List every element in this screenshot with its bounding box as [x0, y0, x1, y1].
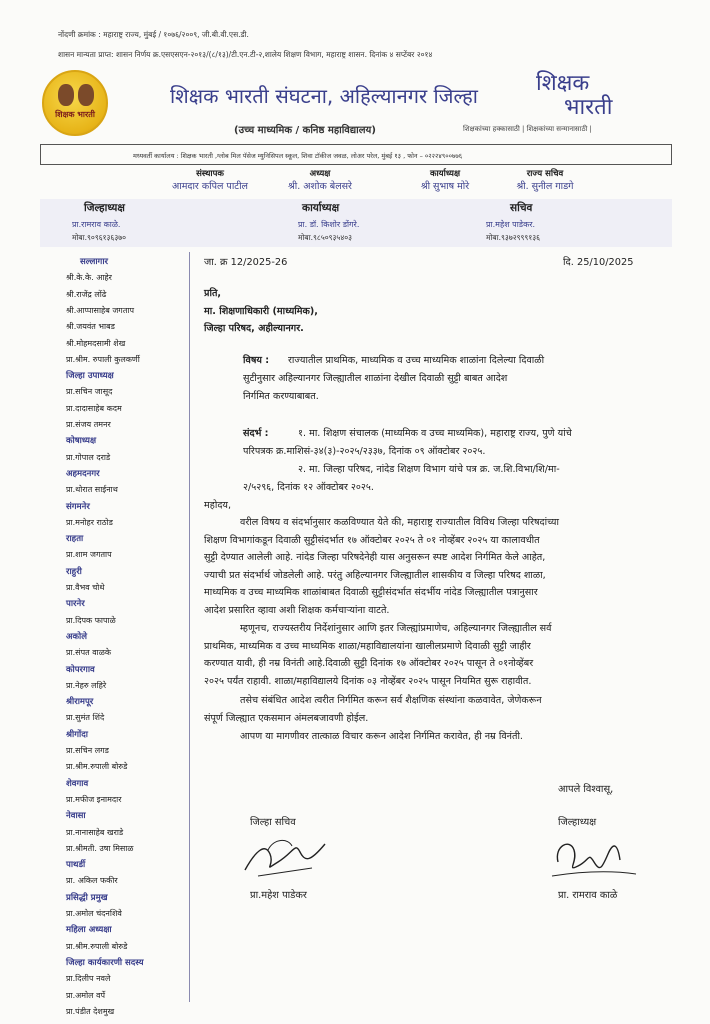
sidebar-heading: अकोले	[66, 631, 87, 642]
paragraph-line: प्राथमिक, माध्यमिक व उच्च माध्यमिक शाळा/महाविद्यालयांना खालीलप्रमाणे दिवाळी सुट्टी जाहीर	[204, 640, 531, 652]
sidebar-member: प्रा.थोरात साईनाथ	[66, 485, 118, 495]
subject-line: सुटीनुसार अहिल्यानगर जिल्ह्यातील शाळांना देखील दिवाळी सुट्टी बाबत आदेश	[243, 373, 508, 384]
sidebar-heading: जिल्हा उपाध्यक्ष	[66, 371, 114, 382]
logo-face-left	[58, 84, 74, 106]
sidebar-heading: पारनेर	[66, 599, 85, 610]
paragraph-line: २०२५ पर्यंत राहावी. शाळा/महाविद्यालये दिनांक ०३ नोव्हेंबर २०२५ पासून नियमित सुरू राहावीत.	[204, 675, 532, 687]
subject-line: राज्यातील प्राथमिक, माध्यमिक व उच्च माध्यमिक शाळांना दिलेल्या दिवाळी	[288, 355, 545, 366]
sidebar-member: प्रा.नानासाहेब खराडे	[66, 827, 124, 837]
organization-subtitle: (उच्च माध्यमिक / कनिष्ठ महाविद्यालय)	[234, 125, 376, 136]
sidebar-member: प्रा.अमोल चंदनशिवे	[66, 909, 122, 918]
sidebar-member: प्रा.दादासाहेब कदम	[66, 403, 122, 413]
brand-line-2: भारती	[564, 95, 613, 120]
sidebar-member: प्रा.श्रीम.रुपाली बोरुडे	[66, 941, 128, 951]
recipient-line: प्रति,	[204, 288, 222, 299]
officer-role: राज्य सचिव	[526, 169, 564, 179]
paragraph-3	[204, 692, 674, 727]
sidebar-heading: कोषाध्यक्ष	[66, 436, 97, 447]
registration-line-2: शासन मान्यता प्राप्त: शासन निर्णय क्र.एसएसएन-२०१३/(८/१३)/टी.एन.टी-२,शालेय शिक्षण विभाग, महाराष्ट्र शासन. दिनांक ४ सप्टेंबर २०१४	[58, 50, 433, 59]
district-officers-strip	[40, 199, 672, 247]
salutation: महोदय,	[204, 500, 232, 511]
sidebar-member: प्रा.वैभव चोथे	[66, 583, 105, 592]
officer-name: आमदार कपिल पाटील	[172, 181, 248, 192]
sidebar-member: प्रा.मफीज इनामदार	[66, 794, 122, 804]
logo-text: शिक्षक भारती	[55, 110, 95, 119]
officer-role: अध्यक्ष	[309, 169, 331, 179]
reference-2-cont: २/५२९६, दिनांक १२ ऑक्टोबर २०२५.	[243, 482, 374, 493]
paragraph-line: शिक्षण विभागांकडून दिवाळी सुट्टीसंदर्भात १७ ऑक्टोबर २०२५ ते ०१ नोव्हेंबर २०२५ या कालावधीत	[204, 534, 540, 546]
sidebar-heading: अहमदनगर	[66, 468, 100, 479]
sidebar-heading: प्रसिद्धी प्रमुख	[66, 892, 108, 903]
paragraph-line: तसेच संबंधित आदेश त्वरीत निर्गमित करून सर्व शैक्षणिक संस्थांना कळवावेत, जेणेकरून	[240, 695, 542, 706]
sidebar-heading: राहुरी	[66, 566, 82, 577]
reference-1: १. मा. शिक्षण संचालक (माध्यमिक व उच्च माध्यमिक), महाराष्ट्र राज्य, पुणे यांचे	[298, 428, 572, 439]
paragraph-line: वरील विषय व संदर्भानुसार कळविण्यात येते की, महाराष्ट्र राज्यातील विविध जिल्हा परिषदांच्या	[240, 517, 559, 528]
sidebar-member: प्रा.पंडीत देशमुख	[66, 1006, 115, 1016]
officer-president	[260, 168, 380, 192]
signatory-left-name: प्रा.महेश पाडेकर	[250, 890, 307, 901]
sidebar-member: प्रा.शाम जगताप	[66, 550, 112, 560]
organization-title: शिक्षक भारती संघटना, अहिल्यानगर जिल्हा	[170, 84, 478, 108]
district-name: प्रा.रामराव काळे.	[72, 220, 121, 229]
recipient-line: जिल्हा परिषद, अहील्यानगर.	[204, 323, 304, 334]
closing: आपले विश्वासू,	[558, 784, 614, 795]
sidebar-heading: श्रीरामपूर	[66, 697, 94, 708]
sidebar-member: प्रा.श्रीम.रुपाली बोरुडे	[66, 762, 128, 772]
sidebar-heading: नेवासा	[66, 811, 86, 822]
sidebar-member: प्रा.दिलीप नवले	[66, 974, 111, 984]
sidebar-member: प्रा.अमोल वर्पे	[66, 990, 106, 1000]
signatory-right-name: प्रा. रामराव काळे	[558, 890, 618, 901]
officer-name: श्री. सुनील गाडगे	[516, 181, 574, 192]
sidebar-heading: संगमनेर	[66, 501, 90, 512]
advisors-sidebar	[40, 252, 190, 1016]
district-phone: मोबा.९८५०९३५४०३	[298, 233, 353, 242]
sidebar-member: श्री.मोहमदसामी शेख	[66, 338, 126, 348]
signatory-left-role: जिल्हा सचिव	[250, 817, 296, 828]
district-phone: मोबा.९०९६१३६३७०	[72, 233, 127, 242]
sidebar-member: प्रा.सचिन लगड	[66, 746, 109, 755]
sidebar-heading: सल्लागार	[80, 257, 109, 267]
paragraph-line: ज्याची प्रत संदर्भार्थ जोडलेली आहे. परंतु अहिल्यानगर जिल्ह्यातील शासकीय व जिल्हा परिषद शाळा,	[204, 569, 546, 581]
sidebar-member: श्री.राजेंद्र लोंढे	[66, 289, 107, 299]
officer-name: श्री. अशोक बेलसरे	[288, 181, 352, 192]
paragraph-line: करण्यात यावी, ही नम्र विनंती आहे.दिवाळी सुट्टी दिनांक १७ ऑक्टोबर २०२५ पासून ते ०१नोव्हेंबर	[204, 658, 534, 669]
sidebar-heading: श्रीगोंदा	[66, 729, 88, 740]
district-role: जिल्हाध्यक्ष	[84, 202, 125, 214]
paragraph-line: संपूर्ण जिल्ह्यात एकसमान अंमलबजावणी होईल.	[204, 712, 369, 724]
sidebar-heading: शेवगाव	[66, 778, 89, 789]
paragraph-4: आपण या मागणीवर तात्काळ विचार करून आदेश निर्गमित करावेत, ही नम्र विनंती.	[240, 731, 523, 742]
sidebar-member: प्रा.संजय तमनर	[66, 420, 111, 429]
signature-right	[548, 832, 638, 882]
sidebar-member: प्रा.मनोहर राठोड	[66, 517, 113, 527]
sidebar-member: श्री.के.के. आहेर	[66, 273, 112, 283]
letter-reference-number: जा. क्र 12/2025-26	[204, 257, 288, 268]
reference-label: संदर्भ :	[243, 428, 269, 439]
paragraph-line: म्हणूनच, राज्यस्तरीय निर्देशांनुसार आणि इतर जिल्ह्यांप्रमाणेच, अहिल्यानगर जिल्ह्यातील सर्व	[240, 623, 552, 634]
sidebar-member: प्रा.संपत वाळके	[66, 648, 111, 658]
officer-founder	[150, 168, 270, 192]
sidebar-member: प्रा.सुमंत शिंदे	[66, 713, 105, 723]
paragraph-2	[204, 620, 674, 690]
sidebar-member: प्रा.दिपक फापाळे	[66, 615, 116, 625]
signatory-right-role: जिल्हाध्यक्ष	[558, 817, 597, 828]
sidebar-member: श्री.जयवंत भाबड	[66, 322, 115, 332]
paragraph-line: सुट्टी देण्यात आलेली आहे. नांदेड जिल्हा परिषदेनेही यास अनुसरून स्पष्ट आदेश निर्गमित केले आहेत,	[204, 552, 546, 563]
district-role: सचिव	[510, 202, 533, 214]
registration-line-1: नोंदणी क्रमांक : महाराष्ट्र राज्य, मुंबई / १०७६/२००९, जी.बी.वी.एस.डी.	[58, 30, 249, 39]
sidebar-member: प्रा.गोपाल दराडे	[66, 452, 111, 462]
sidebar-member: प्रा.श्रीमती. उषा मिसाळ	[66, 843, 134, 853]
brand-line-1: शिक्षक	[536, 71, 590, 96]
district-role: कार्याध्यक्ष	[302, 202, 340, 214]
office-address: मध्यवर्ती कार्यालय : शिक्षक भारती ,ग्लोब मिल पॅसेज म्युनिसिपल स्कूल, शिवा टॉकीज जवळ, लोअर परेल, मुंबई १३ , फोन – ०२२२४९००७७६	[40, 144, 672, 165]
reference-1-cont: परिपत्रक क्र.माशिसं-३४(३)-२०२५/२३३७, दिनांक ०९ ऑक्टोबर २०२५.	[243, 446, 486, 457]
subject-text	[288, 352, 544, 370]
tagline: शिक्षकांच्या हक्कासाठी | शिक्षकांच्या सन्मानासाठी |	[463, 125, 592, 133]
sidebar-member: श्री.आप्पासाहेब जगताप	[66, 305, 134, 315]
subject-line: निर्गमित करण्याबाबत.	[243, 390, 319, 402]
paragraph-line: आदेश प्रसारित व्हावा अशी शिक्षक कर्मचाऱ्यांना वाटते.	[204, 604, 390, 616]
district-phone: मोबा.९३७२९९९१३६	[486, 233, 541, 242]
letter-date: दि. 25/10/2025	[563, 257, 634, 268]
sidebar-member: प्रा. अकिल फकीर	[66, 876, 118, 886]
officer-role: कार्याध्यक्ष	[429, 169, 461, 179]
paragraph-1	[204, 514, 674, 619]
district-name: प्रा.महेश पाडेकर.	[486, 220, 536, 229]
brand-wordmark	[536, 72, 612, 120]
sidebar-heading: पाथर्डी	[66, 860, 86, 871]
signature-left	[240, 832, 330, 882]
officer-working-president	[400, 168, 490, 192]
sidebar-member: प्रा.नेहरु लहिरे	[66, 680, 107, 690]
sidebar-member: प्रा.सचिन जासूद	[66, 387, 113, 397]
sidebar-heading: महिला अध्यक्षा	[66, 925, 112, 936]
sidebar-heading: कोपरगाव	[66, 664, 95, 675]
officer-state-secretary	[490, 168, 600, 192]
officer-name: श्री सुभाष मोरे	[420, 181, 470, 192]
subject-continuation	[243, 370, 507, 405]
logo-face-right	[78, 84, 94, 106]
recipient-line: मा. शिक्षणाधिकारी (माध्यमिक),	[204, 305, 318, 317]
officer-role: संस्थापक	[196, 169, 224, 179]
recipient-block	[204, 285, 318, 338]
organization-logo	[42, 70, 108, 136]
paragraph-line: माध्यमिक व उच्च माध्यमिक शाळांबाबत दिवाळी सुट्टीसंदर्भात संदर्भीय नांदेड जिल्ह्यातील पत्रानुसार	[204, 587, 538, 598]
subject-label: विषय :	[243, 355, 270, 366]
sidebar-heading: राहता	[66, 534, 84, 545]
reference-2: २. मा. जिल्हा परिषद, नांदेड शिक्षण विभाग यांचे पत्र क्र. ज.शि.विभा/शि/मा-	[298, 464, 560, 475]
sidebar-member: प्रा.श्रीम. रुपाली कुलकर्णी	[66, 354, 140, 364]
district-name: प्रा. डॉ. किशोर डोंगरे.	[298, 220, 360, 229]
sidebar-heading: जिल्हा कार्यकारणी सदस्य	[66, 957, 144, 968]
